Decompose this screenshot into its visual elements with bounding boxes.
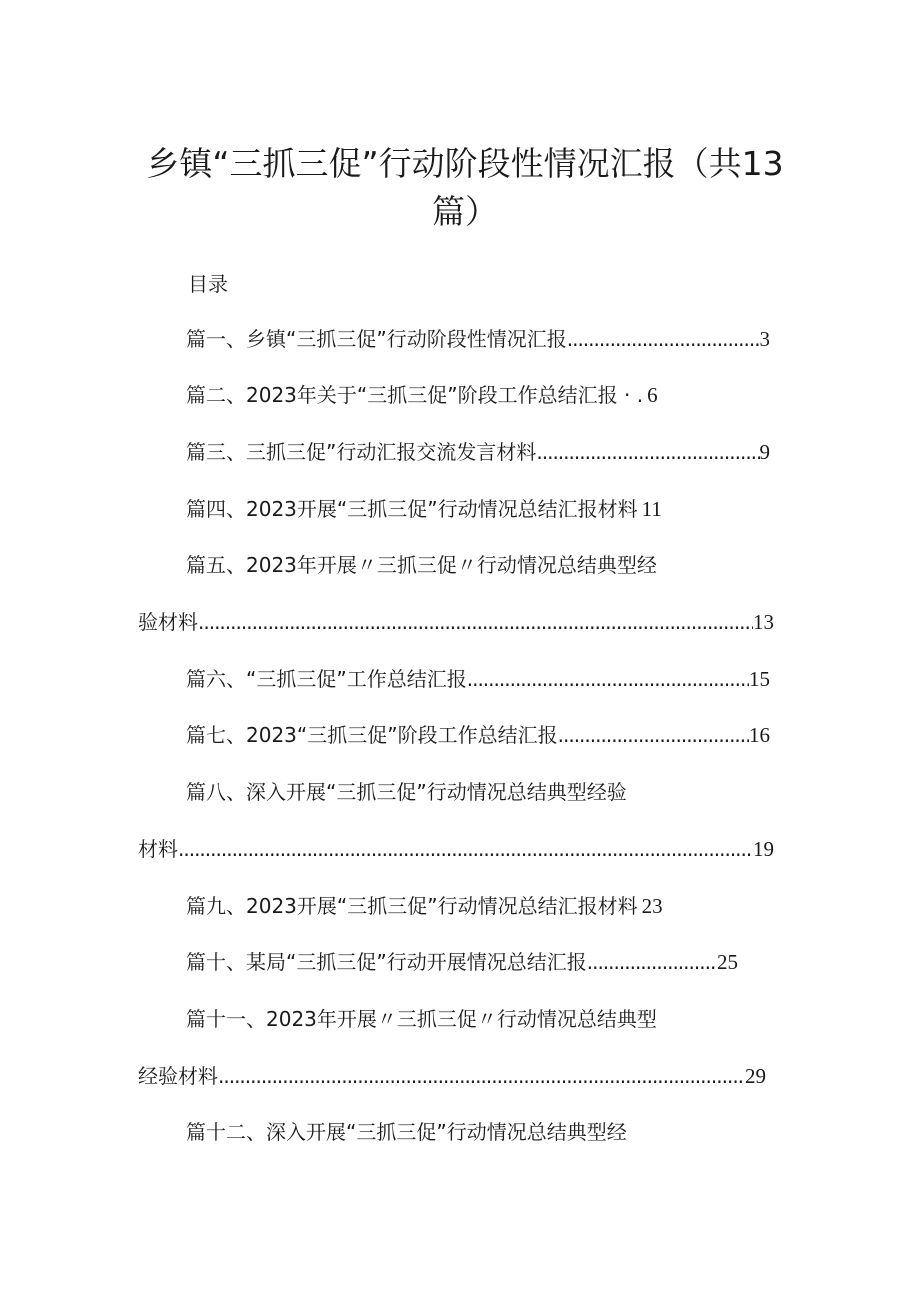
toc-entry-title: 篇四、2023开展“三抓三促”行动情况总结汇报材料: [186, 497, 638, 521]
toc-entry-page: 3: [759, 327, 770, 351]
toc-entry-page: 29: [745, 1064, 766, 1088]
toc-entry-title: 篇八、深入开展“三抓三促”行动情况总结典型经验: [186, 780, 627, 804]
toc-leader-dots: [467, 664, 749, 694]
toc-entry-title: 篇五、2023年开展〃三抓三促〃行动情况总结典型经: [186, 553, 657, 577]
toc-leader-dots: [178, 834, 753, 864]
toc-entry-continuation: 经验材料: [138, 1064, 218, 1088]
toc-entry-page: 16: [749, 723, 770, 747]
document-title-line-2: 篇）: [432, 192, 498, 231]
toc-entry-title: 篇三、三抓三促”行动汇报交流发言材料: [186, 440, 537, 464]
toc-entry-page: 11: [641, 497, 662, 521]
toc-entry-8-continued[interactable]: [138, 834, 774, 864]
document-title: [110, 140, 820, 236]
toc-entry-8[interactable]: [186, 777, 770, 807]
toc-leader-dots: [567, 324, 760, 354]
toc-heading: 目录: [188, 272, 228, 296]
toc-entry-title: 篇十、某局“三抓三促”行动开展情况总结汇报: [186, 950, 587, 974]
toc-entry-12[interactable]: [186, 1117, 770, 1147]
toc-entry-11-continued[interactable]: [138, 1061, 766, 1091]
toc-entry-continuation: 材料: [138, 837, 178, 861]
toc-entry-title: 篇十二、深入开展“三抓三促”行动情况总结典型经: [186, 1120, 627, 1144]
toc-entry-title: 篇七、2023“三抓三促”阶段工作总结汇报: [186, 723, 558, 747]
toc-entry-4[interactable]: [186, 494, 770, 524]
toc-leader-dots: [218, 1061, 745, 1091]
document-title-line-1: 乡镇“三抓三促”行动阶段性情况汇报（共13: [146, 144, 784, 183]
toc-entry-7[interactable]: [186, 720, 770, 750]
toc-leader-dots: [198, 607, 753, 637]
toc-entry-title: 篇九、2023开展“三抓三促”行动情况总结汇报材料: [186, 894, 638, 918]
toc-entry-2[interactable]: [186, 380, 770, 410]
toc-entry-11[interactable]: [186, 1004, 770, 1034]
toc-entry-5[interactable]: [186, 550, 770, 580]
toc-entry-page: 15: [749, 667, 770, 691]
toc-entry-title: 篇一、乡镇“三抓三促”行动阶段性情况汇报: [186, 327, 567, 351]
toc-entry-page: 13: [753, 610, 774, 634]
toc-entry-3[interactable]: [186, 437, 770, 467]
toc-entry-page: 25: [717, 950, 738, 974]
toc-leader-dots: [587, 947, 717, 977]
toc-entry-10[interactable]: [186, 947, 738, 977]
toc-entry-continuation: 验材料: [138, 610, 198, 634]
toc-entry-page: 23: [641, 894, 663, 918]
toc-entry-5-continued[interactable]: [138, 607, 774, 637]
toc-entry-page: 9: [759, 440, 770, 464]
toc-entry-page: 6: [647, 383, 658, 407]
toc-leader-dots: [558, 720, 749, 750]
toc-entry-1[interactable]: [186, 324, 770, 354]
toc-leader-dots: [536, 437, 759, 467]
toc-entry-title: 篇二、2023年关于“三抓三促”阶段工作总结汇报 · .: [186, 383, 644, 407]
toc-entry-page: 19: [753, 837, 774, 861]
toc-entry-6[interactable]: [186, 664, 770, 694]
toc-entry-9[interactable]: [186, 891, 770, 921]
toc-entry-title: 篇六、“三抓三促”工作总结汇报: [186, 667, 467, 691]
toc-entry-title: 篇十一、2023年开展〃三抓三促〃行动情况总结典型: [186, 1007, 657, 1031]
